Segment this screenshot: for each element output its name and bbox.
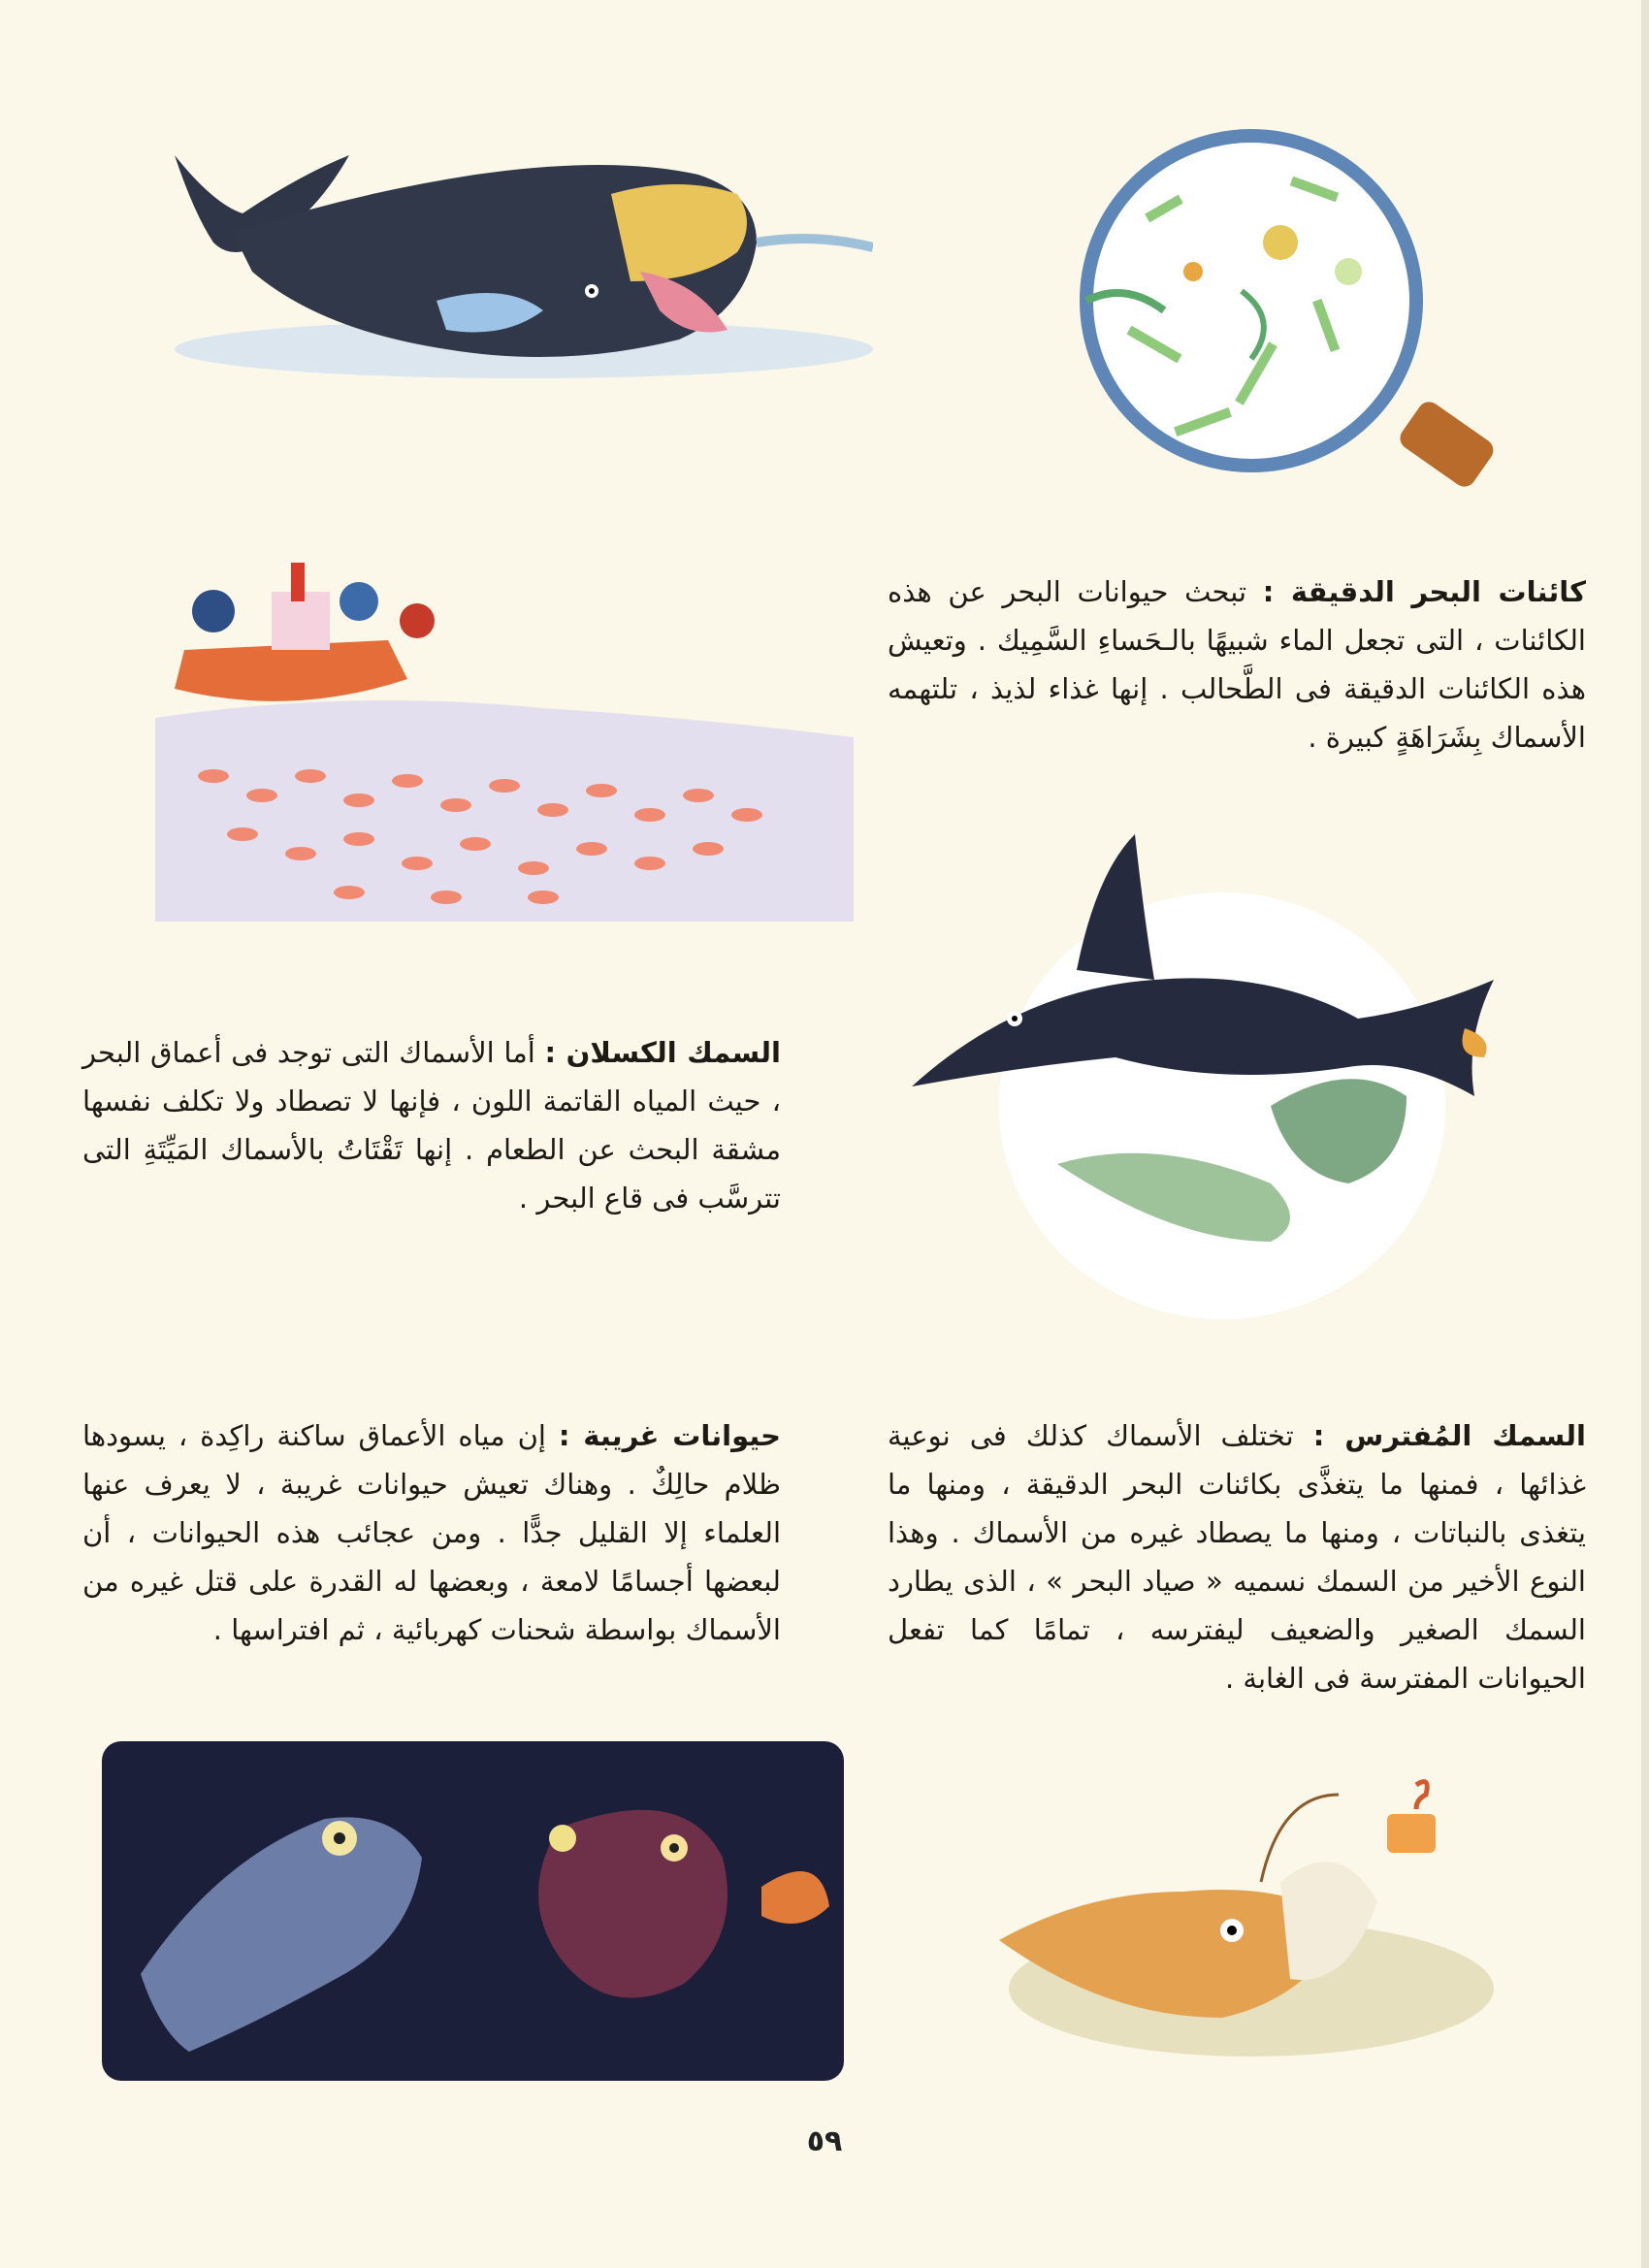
anglerfish-illustration [989, 1775, 1494, 2066]
section-body: إن مياه الأعماق ساكنة راكِدة ، يسودها ظلام حالِكٌ . وهناك تعيش حيوانات غريبة ، لا يعرف عنها العلماء إلا القليل جدًّا . ومن عجائب هذه الحيوانات ، أن لبعضها أجسامًا لامعة ، وبعضها له القدرة على قتل غيره من الأسماك بواسطة شحنات كهربائية ، ثم افتراسها . [82, 1419, 781, 1646]
whale-illustration [155, 136, 873, 388]
page-number: ٥٩ [806, 2124, 843, 2158]
page-edge [1641, 0, 1649, 2268]
section-heading: السمك الكسلان : [544, 1036, 781, 1069]
section-heading: السمك المُفترس : [1312, 1419, 1586, 1452]
section-strange-animals [82, 1411, 781, 1654]
shark-fish-illustration [902, 815, 1533, 1358]
section-lazy-fish [82, 1028, 781, 1222]
section-body: أما الأسماك التى توجد فى أعماق البحر ، حيث المياه القاتمة اللون ، فإنها لا تصطاد ولا تكلف نفسها مشقة البحث عن الطعام . إنها تَقْتَاتُ بالأسماك المَيِّتَةِ التى تترسَّب فى قاع البحر . [82, 1036, 781, 1215]
section-plankton [888, 567, 1586, 761]
section-predator-fish [888, 1411, 1586, 1702]
fishing-boat-illustration [155, 553, 854, 922]
deep-sea-fish-illustration [102, 1741, 844, 2081]
section-heading: كائنات البحر الدقيقة : [1262, 575, 1586, 608]
plankton-magnifier-illustration [1028, 126, 1513, 534]
section-body: تختلف الأسماك كذلك فى نوعية غذائها ، فمنها ما يتغذَّى بكائنات البحر الدقيقة ، ومنها ما يتغذى بالنباتات ، ومنها ما يصطاد غيره من الأسماك . وهذا النوع الأخير من السمك نسميه « صياد البحر » ، الذى يطارد السمك الصغير والضعيف ليفترسه ، تمامًا كما تفعل الحيوانات المفترسة فى الغابة . [888, 1419, 1586, 1695]
section-heading: حيوانات غريبة : [558, 1419, 781, 1452]
section-body: تبحث حيوانات البحر عن هذه الكائنات ، التى تجعل الماء شبيهًا بالـحَساءِ السَّمِيك . وتعيش هذه الكائنات الدقيقة فى الطَّحالب . إنها غذاء لذيذ ، تلتهمه الأسماك بِشَرَاهَةٍ كبيرة . [888, 575, 1586, 754]
